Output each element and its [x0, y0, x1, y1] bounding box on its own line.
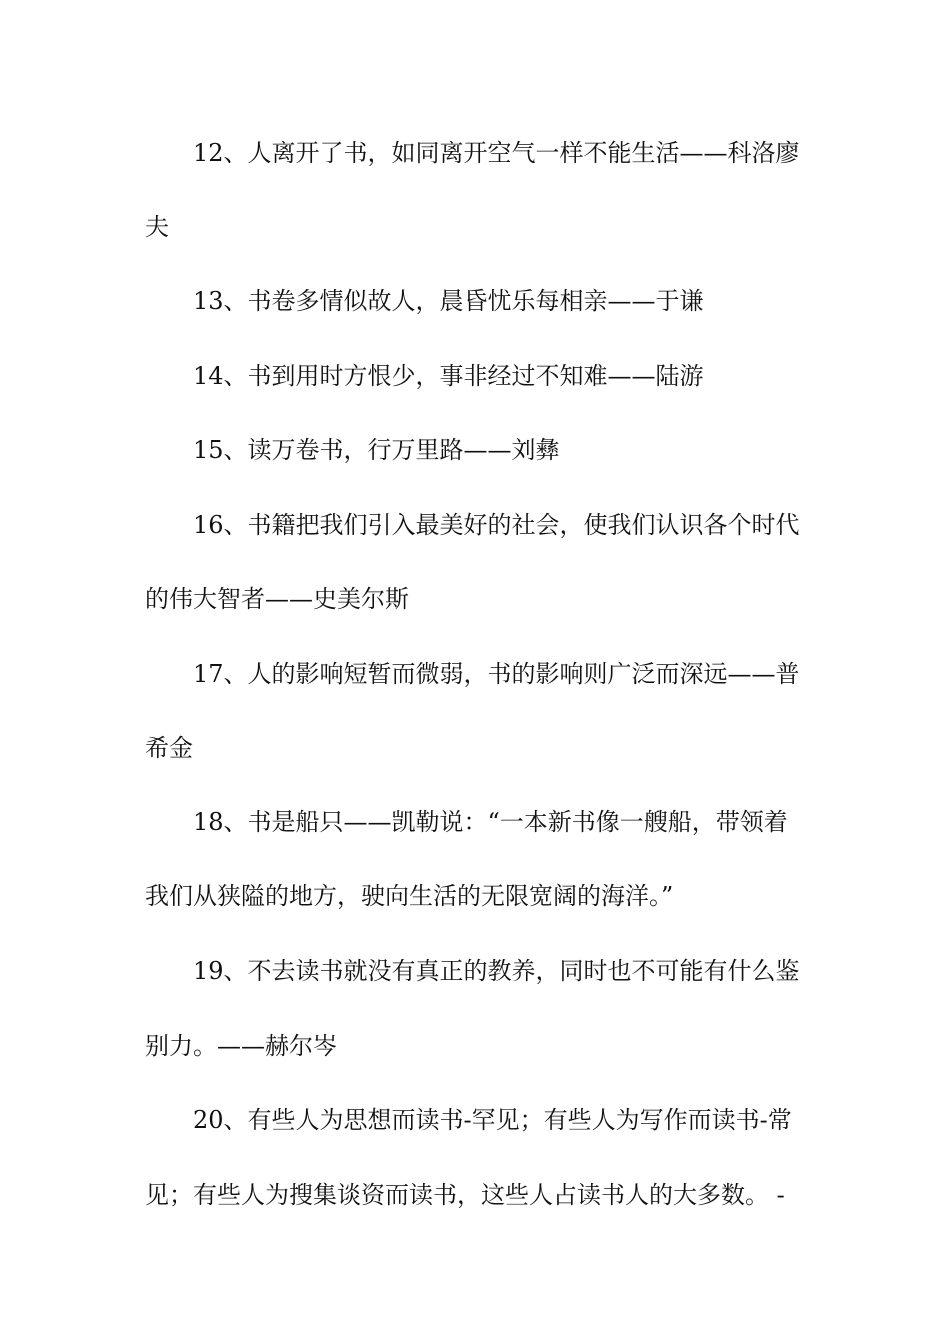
quote-15: 15、读万卷书，行万里路——刘彝: [193, 436, 560, 464]
quote-16-line-1: 16、书籍把我们引入最美好的社会，使我们认识各个时代: [193, 511, 800, 539]
quote-19-line-2: 别力。——赫尔岑: [145, 1032, 337, 1060]
quote-20-line-1: 20、有些人为思想而读书-罕见；有些人为写作而读书-常: [193, 1106, 792, 1134]
quote-19-line-1: 19、不去读书就没有真正的教养，同时也不可能有什么鉴: [193, 957, 800, 985]
quote-13: 13、书卷多情似故人，晨昏忧乐每相亲——于谦: [193, 287, 704, 315]
quote-12-line-1: 12、人离开了书，如同离开空气一样不能生活——科洛廖: [193, 139, 800, 167]
quote-17-line-2: 希金: [145, 734, 193, 762]
quote-18-line-2: 我们从狭隘的地方，驶向生活的无限宽阔的海洋。”: [145, 882, 674, 910]
quote-20-line-2: 见；有些人为搜集谈资而读书，这些人占读书人的大多数。 -: [145, 1181, 785, 1209]
quote-12-line-2: 夫: [145, 213, 169, 241]
quote-17-line-1: 17、人的影响短暂而微弱，书的影响则广泛而深远——普: [193, 660, 800, 688]
quote-14: 14、书到用时方恨少，事非经过不知难——陆游: [193, 362, 704, 390]
quote-18-line-1: 18、书是船只——凯勒说：“一本新书像一艘船，带领着: [193, 808, 788, 836]
quote-16-line-2: 的伟大智者——史美尔斯: [145, 585, 409, 613]
